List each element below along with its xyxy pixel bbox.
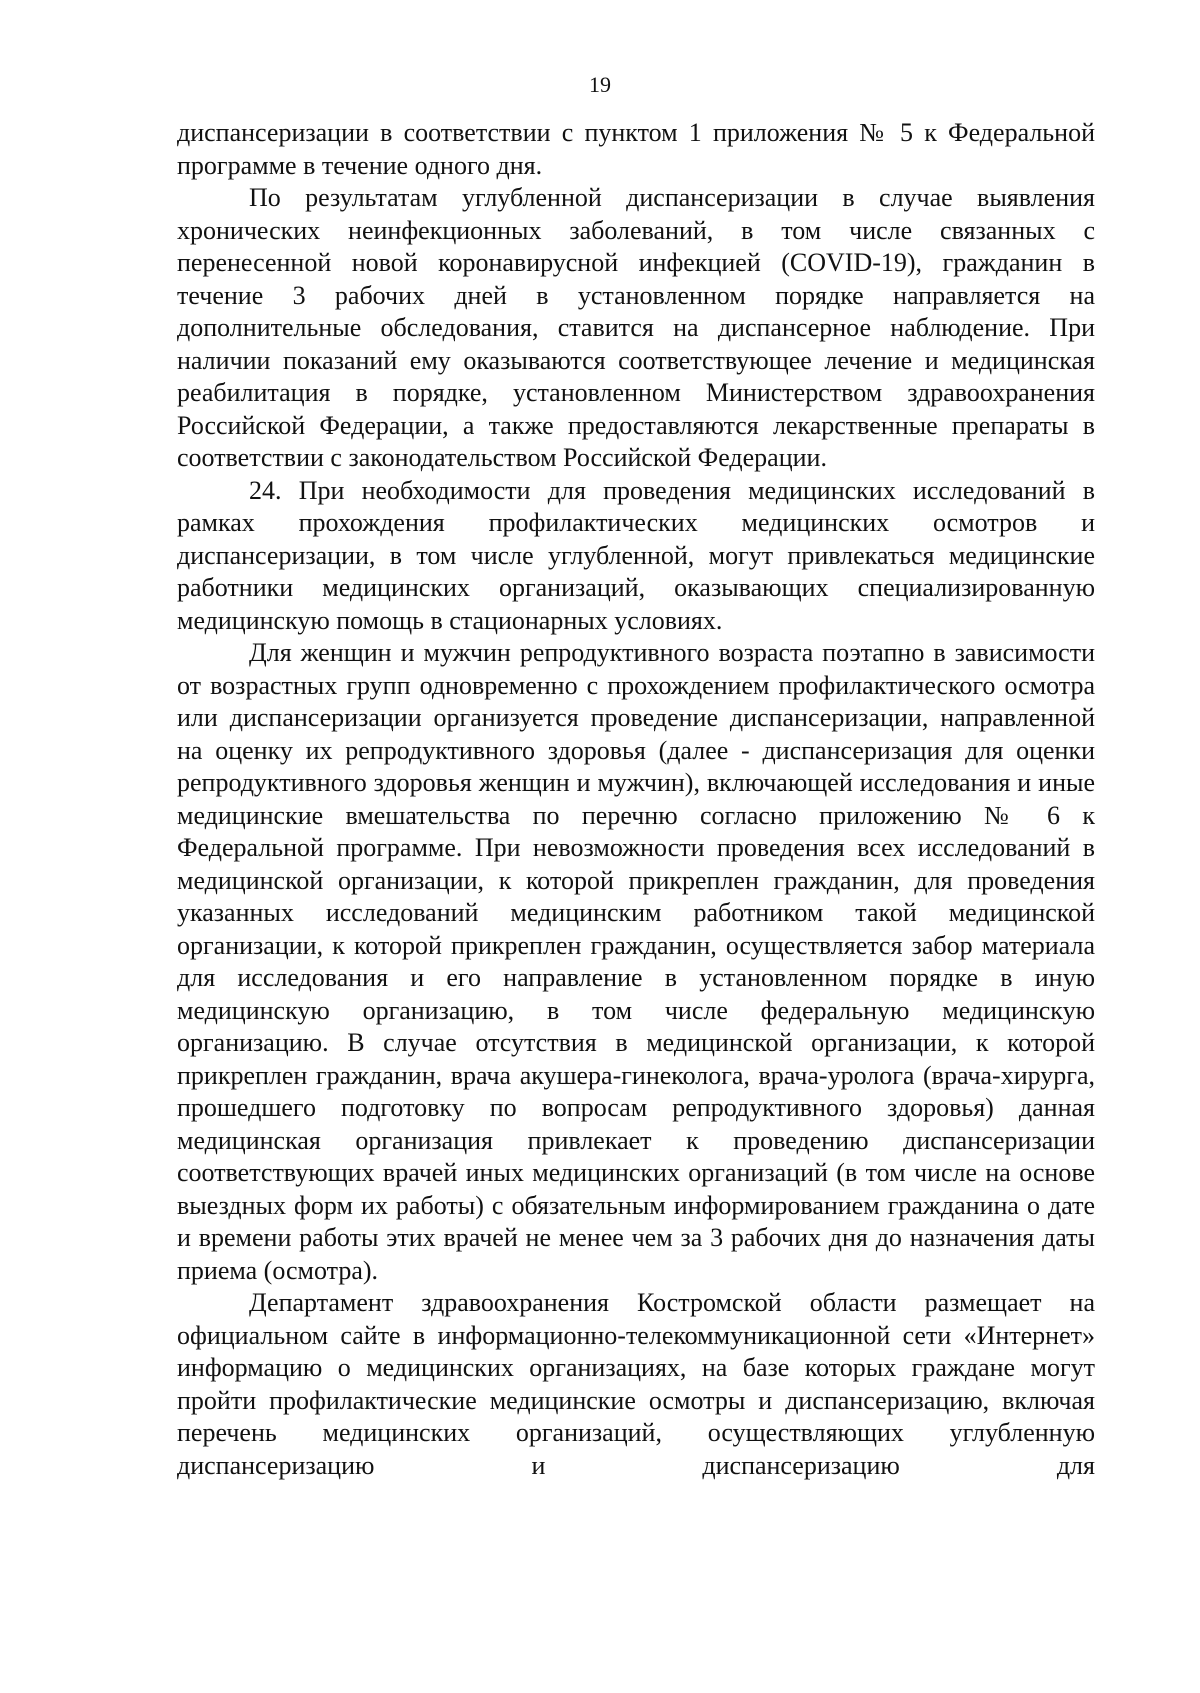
paragraph-in-depth-results: По результатам углубленной диспансеризации в случае выявления хронических неинфекционных заболеваний, в том числе связанных с перенесенной новой коронавирусной инфекцией (COVID-19), гражданин в течение 3 рабочих дней в установленном порядке направляется на дополнительные обследования, ставится на диспансерное наблюдение. При наличии показаний ему оказываются соответствующее лечение и медицинская реабилитация в порядке, установленном Министерством здравоохранения Российской Федерации, а также предоставляются лекарственные препараты в соответствии с законодательством Российской Федерации. — [177, 183, 1095, 472]
paragraph-reproductive-health: Для женщин и мужчин репродуктивного возраста поэтапно в зависимости от возрастных групп одновременно с прохождением профилактического осмотра или диспансеризации организуется проведение диспансеризации, направленной на оценку их репродуктивного здоровья (далее - диспансеризация для оценки репродуктивного здоровья женщин и мужчин), включающей исследования и иные медицинские вмешательства по перечню согласно приложению № 6 к Федеральной программе. При невозможности проведения всех исследований в медицинской организации, к которой прикреплен гражданин, для проведения указанных исследований медицинским работником такой медицинской организации, к которой прикреплен гражданин, осуществляется забор материала для исследования и его направление в установленном порядке в иную медицинскую организацию, в том числе федеральную медицинскую организацию. В случае отсутствия в медицинской организации, к которой прикреплен гражданин, врача акушера-гинеколога, врача-уролога (врача-хирурга, прошедшего подготовку по вопросам репродуктивного здоровья) данная медицинская организация привлекает к проведению диспансеризации соответствующих врачей иных медицинских организаций (в том числе на основе выездных форм их работы) с обязательным информированием гражданина о дате и времени работы этих врачей не менее чем за 3 рабочих дня до назначения даты приема (осмотра). — [177, 638, 1095, 1285]
document-body — [177, 117, 1095, 1482]
paragraph-department-website: Департамент здравоохранения Костромской области размещает на официальном сайте в информационно-телекоммуникационной сети «Интернет» информацию о медицинских организациях, на базе которых граждане могут пройти профилактические медицинские осмотры и диспансеризацию, включая перечень медицинских организаций, осуществляющих углубленную диспансеризацию и диспансеризацию для — [177, 1288, 1095, 1480]
page-number: 19 — [589, 72, 611, 97]
paragraph-continuation: диспансеризации в соответствии с пунктом 1 приложения № 5 к Федеральной программе в течение одного дня. — [177, 118, 1095, 180]
paragraph-item-24: 24. При необходимости для проведения медицинских исследований в рамках прохождения профилактических медицинских осмотров и диспансеризации, в том числе углубленной, могут привлекаться медицинские работники медицинских организаций, оказывающих специализированную медицинскую помощь в стационарных условиях. — [177, 475, 1095, 635]
